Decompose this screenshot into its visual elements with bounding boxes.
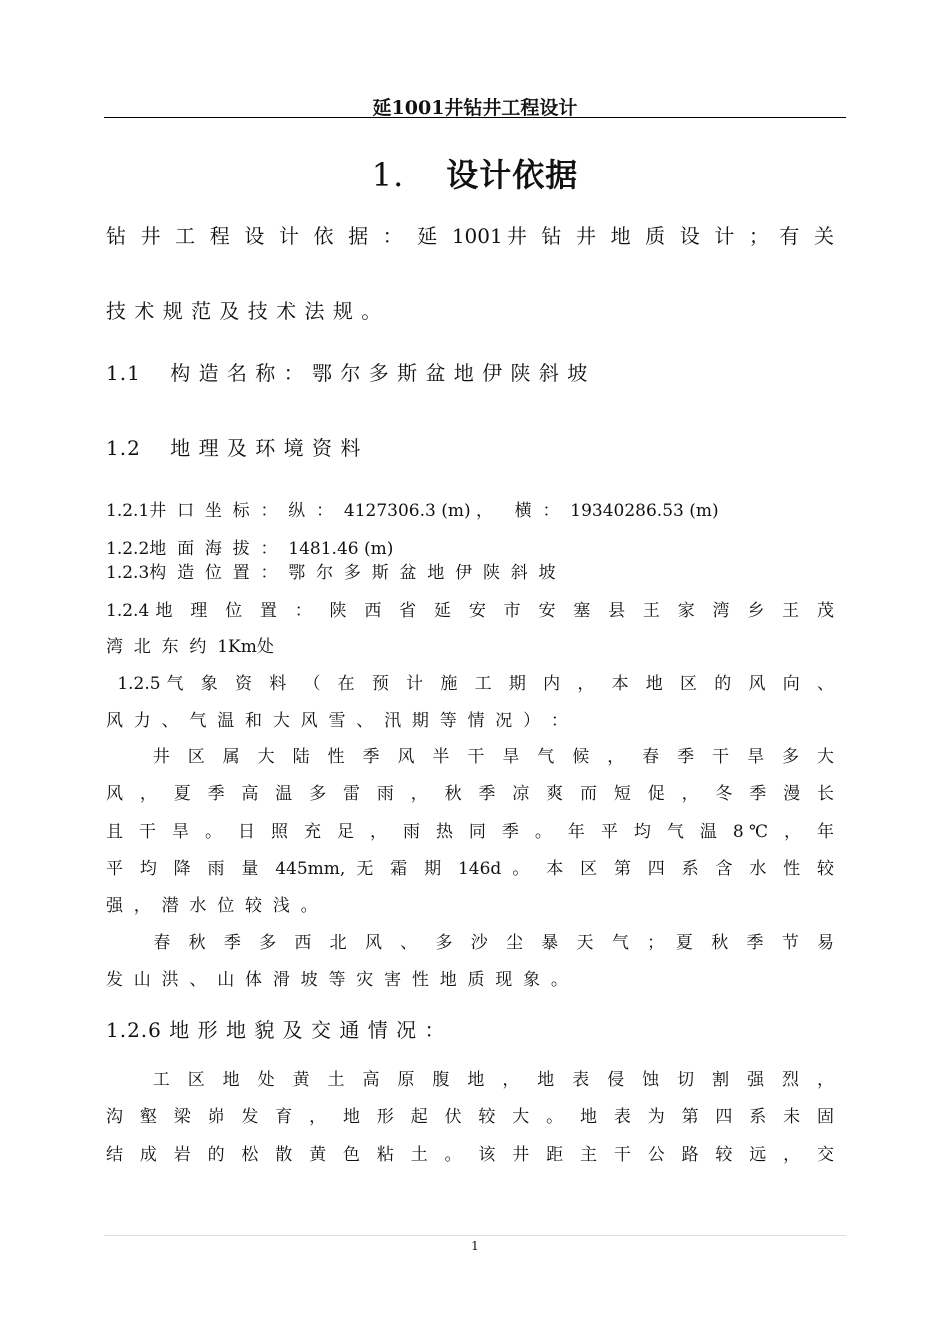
wellhead-coordinates: 1.2.1井 口 坐 标 ： 纵 ： 4127306.3 (m) ， 横 ： 19340286.53 (m) <box>106 501 719 521</box>
body-line: 风 ， 夏 季 高 温 多 雷 雨 ， 秋 季 凉 爽 而 短 促 ， 冬 季 漫 长 <box>106 784 834 804</box>
running-header-title: 延1001井钻井工程设计 <box>372 97 578 119</box>
header-rule <box>104 117 846 118</box>
body-line: 春 秋 季 多 西 北 风 、 多 沙 尘 暴 天 气 ； 夏 秋 季 节 易 <box>106 933 834 953</box>
section-title: 设计依据 <box>446 156 579 194</box>
section-number: 1. <box>371 156 405 194</box>
body-line: 技 术 规 范 及 技 术 法 规 。 <box>106 299 383 323</box>
subsection-heading-1-2: 1.2 地 理 及 环 境 资 料 <box>106 436 362 460</box>
body-line: 钻 井 工 程 设 计 依 据 ： 延 1001井 钻 井 地 质 设 计 ； 有 关 <box>106 224 834 248</box>
section-heading <box>0 150 950 196</box>
footer-rule <box>104 1235 846 1236</box>
body-line: 风 力 、 气 温 和 大 风 雪 、 汛 期 等 情 况 ） ： <box>106 711 568 731</box>
geographic-location: 1.2.4地 理 位 置 ： 陕 西 省 延 安 市 安 塞 县 王 家 湾 乡 王 茂 <box>106 601 834 621</box>
body-line: 平 均 降 雨 量 445mm, 无 霜 期 146d 。 本 区 第 四 系 含 水 性 较 <box>106 859 834 879</box>
page-number: 1 <box>471 1239 479 1253</box>
body-line: 结 成 岩 的 松 散 黄 色 粘 土 。 该 井 距 主 干 公 路 较 远 ， 交 <box>106 1145 834 1165</box>
body-line: 且 干 旱 。 日 照 充 足 ， 雨 热 同 季 。 年 平 均 气 温 8℃ ， 年 <box>106 822 834 842</box>
body-line: 工 区 地 处 黄 土 高 原 腹 地 ， 地 表 侵 蚀 切 割 强 烈 ， <box>106 1070 834 1090</box>
body-line: 强 ， 潜 水 位 较 浅 。 <box>106 896 318 916</box>
structural-position: 1.2.3构 造 位 置 ： 鄂 尔 多 斯 盆 地 伊 陕 斜 坡 <box>106 563 556 583</box>
body-line: 井 区 属 大 陆 性 季 风 半 干 旱 气 候 ， 春 季 干 旱 多 大 <box>106 747 834 767</box>
climate-heading: 1.2.5气 象 资 料 （ 在 预 计 施 工 期 内 ， 本 地 区 的 风 向 、 <box>106 674 834 694</box>
subsection-heading-1-2-6: 1.2.6 地 形 地 貌 及 交 通 情 况 ： <box>106 1018 446 1042</box>
body-line: 发 山 洪 、 山 体 滑 坡 等 灾 害 性 地 质 现 象 。 <box>106 970 568 990</box>
body-line: 沟 壑 梁 峁 发 育 ， 地 形 起 伏 较 大 。 地 表 为 第 四 系 未 固 <box>106 1107 834 1127</box>
body-line: 湾 北 东 约 1Km处 <box>106 637 274 657</box>
ground-elevation: 1.2.2地 面 海 拔 ： 1481.46 (m) <box>106 539 394 559</box>
subsection-heading-1-1: 1.1 构 造 名 称 ： 鄂 尔 多 斯 盆 地 伊 陕 斜 坡 <box>106 361 589 385</box>
